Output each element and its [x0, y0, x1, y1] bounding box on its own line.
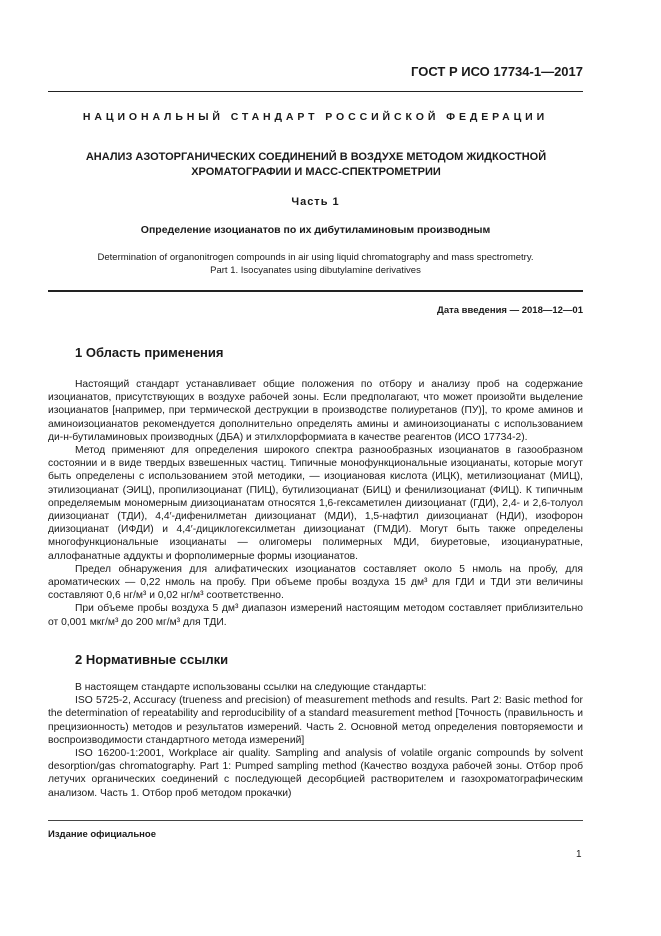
page-number: 1 — [576, 849, 582, 860]
paragraph: Предел обнаружения для алифатических изоцианатов составляет около 5 нмоль на пробу, для ароматических — 0,22 нмоль на пробу. При объеме пробы воздуха 15 дм³ для ГДИ и ТДИ эти величины составляют 0,6 нг/м³ и 0,02 нг/м³ соответственно. — [48, 563, 583, 602]
effective-date: Дата введения — 2018—12—01 — [437, 305, 583, 316]
paragraph: ISO 5725-2, Accuracy (trueness and precision) of measurement methods and results. Part 2: Basic method for the determination of repeatability and reproducibility of a standard measurement method [Точность (правильность и прецизионность) методов и результатов измерений. Часть 2. Основной метод определения повторяемости и воспроизводимости стандартного метода измерений] — [48, 695, 583, 746]
title-line-1: АНАЛИЗ АЗОТОРГАНИЧЕСКИХ СОЕДИНЕНИЙ В ВОЗДУХЕ МЕТОДОМ ЖИДКОСТНОЙ — [85, 151, 547, 163]
paragraph: ISO 16200-1:2001, Workplace air quality. Sampling and analysis of volatile organic compounds by solvent desorption/gas chromatography. Part 1: Pumped sampling method (Качество воздуха рабочей зоны. Отбор проб летучих органических соединений с последующей десорбцией растворителем и газохроматографическим анализом. Часть 1. Отбор проб методом прокачки) — [48, 748, 583, 799]
document-title — [66, 150, 566, 180]
document-number: ГОСТ Р ИСО 17734-1—2017 — [411, 64, 583, 79]
paragraph: Метод применяют для определения широкого спектра разнообразных изоцианатов в газообразном состоянии и в виде твердых взвешенных частиц. Типичные монофункциональные изоцианаты, которые могут быть определены с использованием этой методики, — изоциановая кислота (ИЦК), метилизоцианат (МИЦ), этилизоцианат (ЭИЦ), пропилизоцианат (ПИЦ), бутилизоцианат (БИЦ) и фенилизоцианат (ФИЦ). К типичным определяемым мономерным диизоцианатам относятся 1,6-гексаметилен диизоцианат (ГДИ), 2,4- и 2,6-толуол диизоцианат (ТДИ), 4,4′-дифенилметан диизоцианат (МДИ), 1,5-нафтил диизоцианат (НДИ), изофорон диизоцианат (ИФДИ) и 4,4′-дициклогексилметан диизоцианат (ГМДИ). Могут быть также определены многофункциональные изоцианаты — олигомеры полимерных МДИ, биуретовые, изоциануратные, аллофанатные аддукты и форполимерные формы изоцианатов. — [48, 445, 583, 562]
section-2-body — [48, 681, 583, 800]
section-1-body — [48, 378, 583, 629]
part-label: Часть 1 — [291, 196, 340, 208]
paragraph: В настоящем стандарте использованы ссылки на следующие стандарты: — [75, 682, 427, 693]
top-rule — [48, 91, 583, 92]
paragraph: Настоящий стандарт устанавливает общие положения по отбору и анализу проб на содержание изоцианатов, присутствующих в воздухе рабочей зоны. Если предполагают, что может произойти выделение изоцианатов [например, при термической деструкции в производстве полиуретанов (ПУ)], то кроме аминов и аминоизоцианатов рекомендуется дополнительно определять амины и аминоизоцианаты с использованием ди-н-бутиламиновых производных (ДБА) и этилхлорформиата в качестве реагентов (ИСО 17734-2). — [48, 379, 583, 443]
document-subtitle: Определение изоцианатов по их дибутиламиновым производным — [140, 224, 491, 236]
footer-rule — [48, 820, 583, 821]
section-1-heading: 1 Область применения — [75, 345, 224, 360]
english-title — [48, 251, 583, 277]
english-title-line-2: Part 1. Isocyanates using dibutylamine derivatives — [210, 265, 421, 276]
title-rule — [48, 290, 583, 292]
english-title-line-1: Determination of organonitrogen compounds in air using liquid chromatography and mass spectrometry. — [97, 252, 534, 263]
paragraph: При объеме пробы воздуха 5 дм³ диапазон измерений настоящим методом составляет приблизительно от 0,001 мкг/м³ до 200 мг/м³ для ТДИ. — [48, 603, 583, 628]
title-line-2: ХРОМАТОГРАФИИ И МАСС-СПЕКТРОМЕТРИИ — [191, 166, 441, 178]
section-2-heading: 2 Нормативные ссылки — [75, 652, 229, 667]
national-standard-banner: НАЦИОНАЛЬНЫЙ СТАНДАРТ РОССИЙСКОЙ ФЕДЕРАЦИИ — [82, 111, 549, 123]
official-edition-label: Издание официальное — [48, 829, 156, 840]
